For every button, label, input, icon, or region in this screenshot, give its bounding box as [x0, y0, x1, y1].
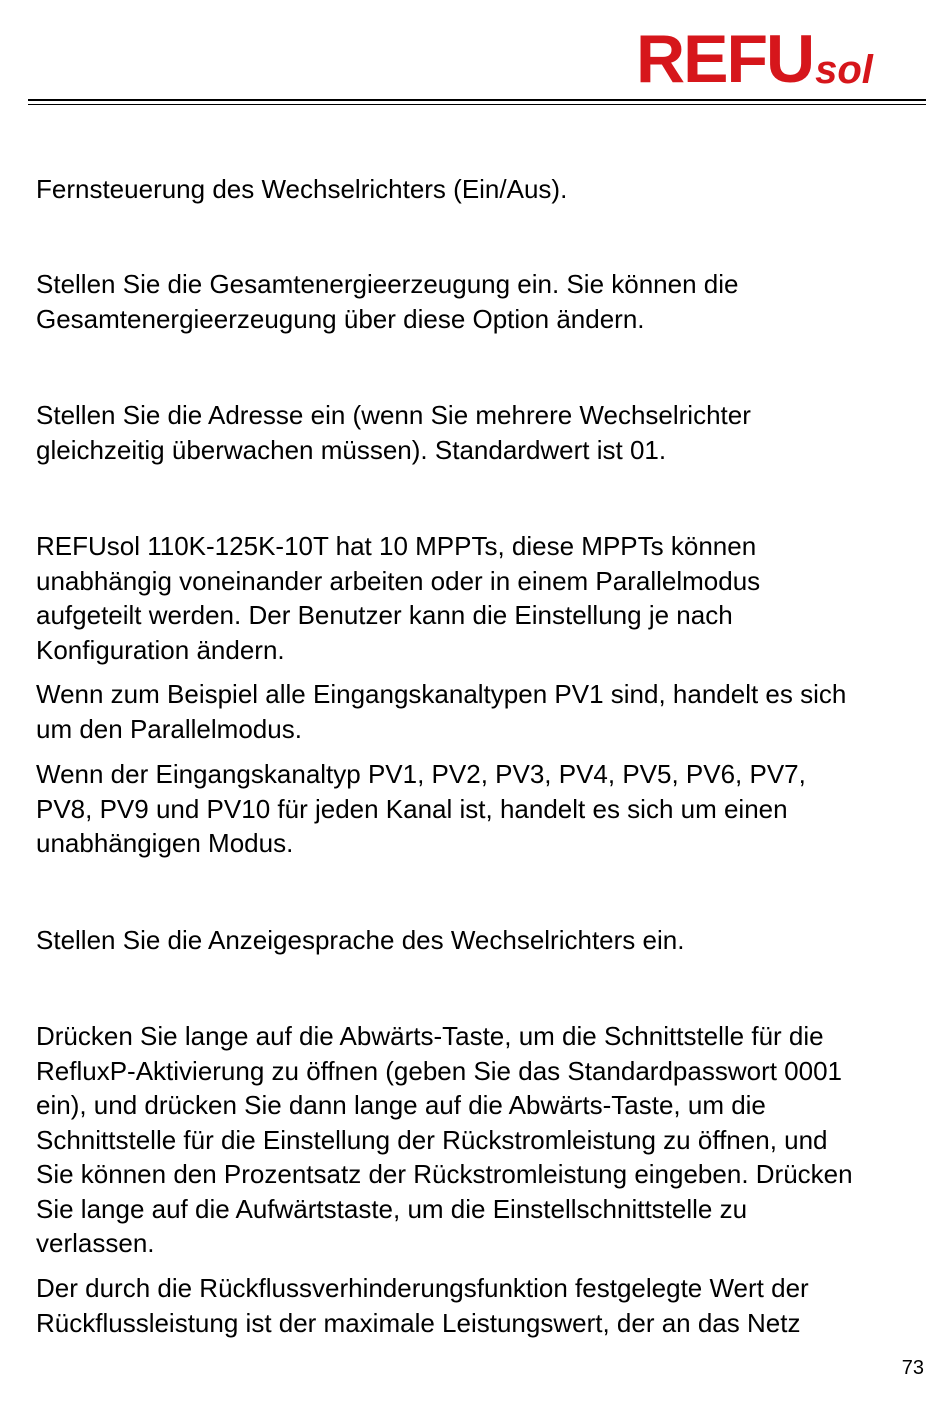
text-line: um den Parallelmodus. — [36, 713, 302, 744]
text-line: Wenn der Eingangskanaltyp PV1, PV2, PV3, PV4, PV5, PV6, PV7, — [36, 759, 806, 789]
text-line: unabhängigen Modus. — [36, 828, 294, 858]
text-line: Gesamtenergieerzeugung über diese Option ändern. — [36, 303, 645, 334]
text-line: Wenn zum Beispiel alle Eingangskanaltypen PV1 sind, handelt es sich — [36, 679, 847, 709]
text-line: Fernsteuerung des Wechselrichters (Ein/Aus). — [36, 174, 568, 204]
text-line: Stellen Sie die Anzeigesprache des Wechselrichters ein. — [36, 925, 685, 955]
text-line: ein), und drücken Sie dann lange auf die Abwärts-Taste, um die — [36, 1090, 766, 1120]
paragraph-reflux — [36, 1019, 926, 1261]
text-line: verlassen. — [36, 1228, 155, 1258]
text-line: Rückflussleistung ist der maximale Leistungswert, der an das Netz — [36, 1307, 801, 1338]
paragraph-independent-example — [36, 757, 926, 861]
paragraph-backflow-value — [36, 1271, 926, 1340]
paragraph-total-energy — [36, 267, 926, 336]
text-line: Stellen Sie die Gesamtenergieerzeugung ein. Sie können die — [36, 269, 739, 299]
text-line: Sie können den Prozentsatz der Rückstromleistung eingeben. Drücken — [36, 1159, 853, 1189]
text-line: Sie lange auf die Aufwärtstaste, um die Einstellschnittstelle zu — [36, 1193, 748, 1224]
text-line: PV8, PV9 und PV10 für jeden Kanal ist, handelt es sich um einen — [36, 793, 788, 824]
paragraph-mppt — [36, 529, 926, 667]
text-line: Konfiguration ändern. — [36, 634, 285, 665]
text-line: Stellen Sie die Adresse ein (wenn Sie mehrere Wechselrichter — [36, 400, 751, 430]
text-line: Schnittstelle für die Einstellung der Rückstromleistung zu öffnen, und — [36, 1124, 828, 1155]
text-line: gleichzeitig überwachen müssen). Standardwert ist 01. — [36, 434, 667, 465]
paragraph-parallel-example — [36, 677, 926, 746]
text-line: aufgeteilt werden. Der Benutzer kann die Einstellung je nach — [36, 600, 733, 630]
header-rule-thin — [28, 104, 926, 105]
paragraph-remote-control — [36, 172, 926, 207]
text-line: Der durch die Rückflussverhinderungsfunktion festgelegte Wert der — [36, 1273, 809, 1303]
paragraph-address — [36, 398, 926, 467]
text-line: REFUsol 110K-125K-10T hat 10 MPPTs, diese MPPTs können — [36, 531, 757, 561]
text-line: RefluxP-Aktivierung zu öffnen (geben Sie das Standardpasswort 0001 — [36, 1055, 843, 1086]
header-rule-thick — [28, 99, 926, 101]
text-line: Drücken Sie lange auf die Abwärts-Taste, um die Schnittstelle für die — [36, 1021, 824, 1051]
logo-sub-text: sol — [815, 48, 873, 92]
text-line: unabhängig voneinander arbeiten oder in einem Parallelmodus — [36, 565, 761, 596]
paragraph-language — [36, 923, 926, 958]
logo-main-text: REFU — [636, 21, 814, 97]
page-number: 73 — [901, 1357, 924, 1379]
refusol-logo — [636, 21, 926, 97]
